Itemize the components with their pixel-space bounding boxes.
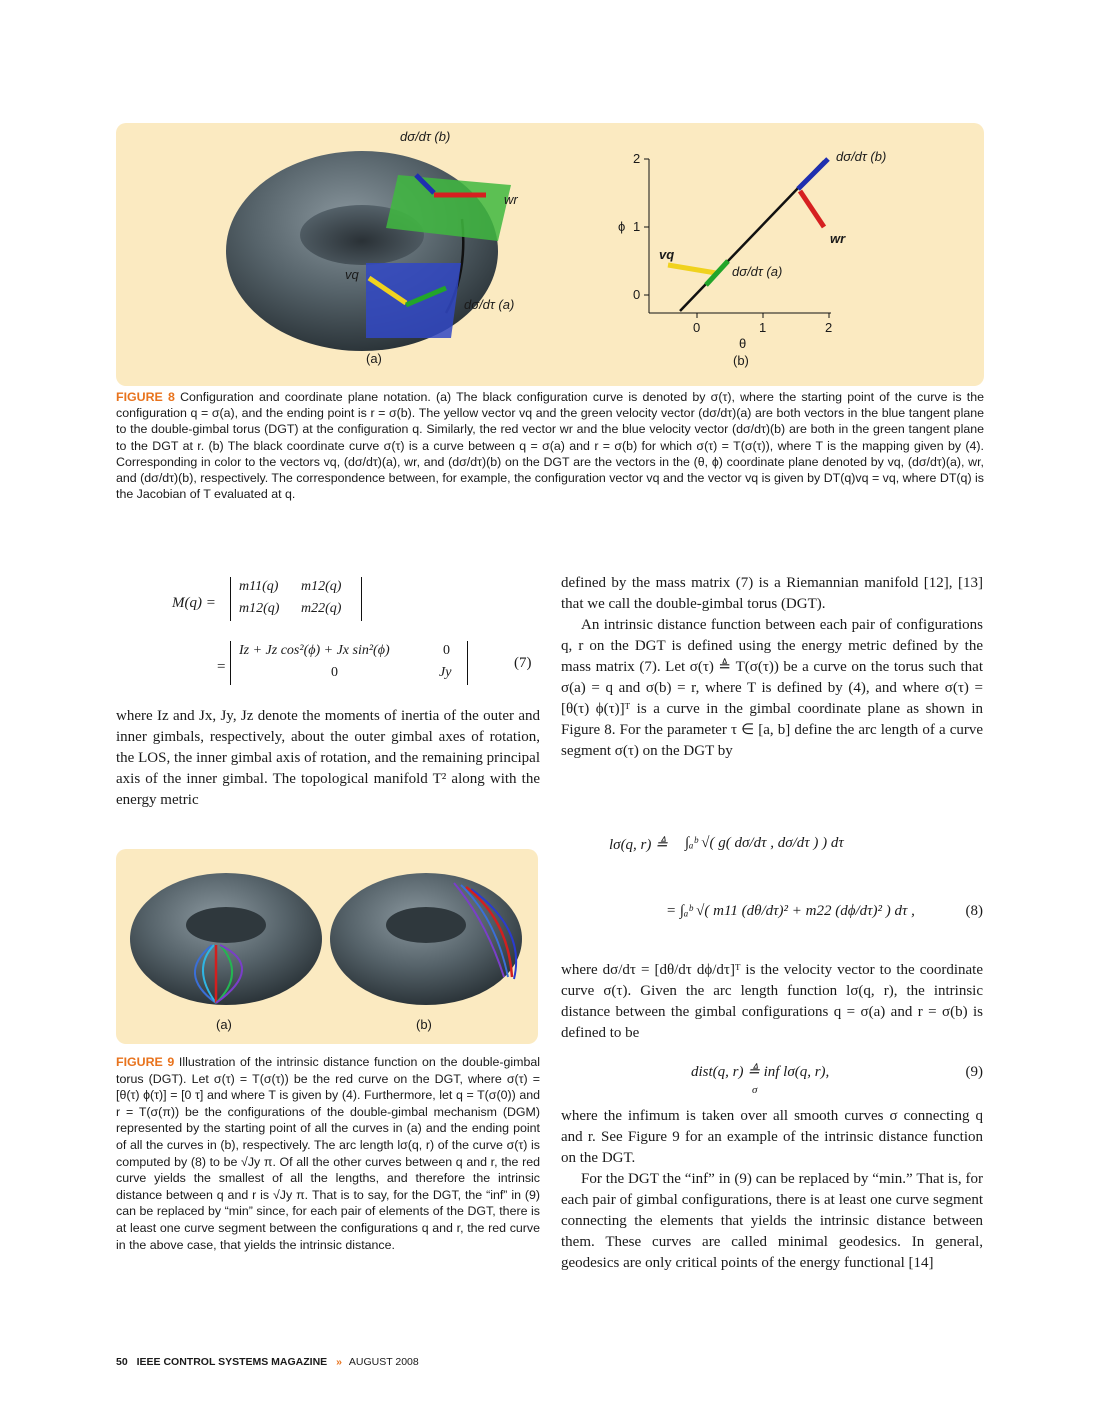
left-paragraph: where Iz and Jx, Jy, Jz denote the moments of inertia of the outer and inner gimbals, respectively, about the outer gimbal axes of rotation, the LOS, the inner gimbal axis of rotation, and the remaining principal axis of the inner gimbal. The topological manifold T² along with the energy metric [116,708,540,808]
issue-date: AUGUST 2008 [348,1356,419,1368]
page-number: 50 [116,1356,128,1368]
label-vq-a: vq [345,267,359,282]
eq7-lhs: M(q) = [172,595,216,611]
eq7-m11: m11(q) [239,579,279,594]
label-wr-a: wr [504,192,518,207]
plot-vector-vq [668,265,716,273]
right-paragraph-4: where the infimum is taken over all smooth curves σ connecting q and r. See Figure 9 for an example of the intrinsic distance function on the DGT. [561,1108,983,1166]
eq7-matrix-2 [230,641,468,685]
fig9-panel-b-label: (b) [416,1017,432,1032]
fig9-panel-a-label: (a) [216,1017,232,1032]
equation-9 [561,1044,983,1106]
eq7-m22: m22(q) [301,601,342,616]
eq9-number: (9) [965,1064,983,1080]
eq7-zero1: 0 [443,643,450,658]
eq9-text: dist(q, r) ≜ inf lσ(q, r), [691,1064,830,1080]
equation-7 [172,577,542,687]
coordinate-plot [644,159,831,318]
eq7-number: (7) [514,655,532,671]
footer-separator: » [336,1356,342,1368]
plot-label-vq: vq [659,247,675,262]
label-dsigma-b-a: dσ/dτ (b) [400,129,451,144]
figure-9-panel [116,849,538,1044]
label-dsigma-a-a: dσ/dτ (a) [464,297,515,312]
eq7-zero2: 0 [331,665,338,680]
left-body-text [116,706,540,811]
eq8-lhs: lσ(q, r) ≜ [609,837,668,853]
eq8-line2: = ∫ₐᵇ √( m11 (dθ/dτ)² + m22 (dϕ/dτ)² ) dτ , [666,903,915,919]
plot-label-dsigma-b: dσ/dτ (b) [836,149,887,164]
eq7-jy: Jy [439,665,452,680]
panel-b-label: (b) [733,353,749,368]
figure-9-caption [116,1054,540,1253]
right-paragraph-2: An intrinsic distance function between each pair of configurations q, r on the DGT is defined using the energy metric defined by the mass matrix (7). Let σ(τ) ≜ T(σ(τ)) be a curve on the torus such that σ(a) = q and σ(b) = r, where T is defined by (4), and where σ(τ) = [θ(τ) ϕ(τ)]ᵀ is a curve in the gimbal coordinate plane as shown in Figure 8. For the parameter τ ∈ [a, b] define the arc length of a curve segment σ(τ) on the DGT by [561,617,983,759]
eq9-sub: σ [752,1084,758,1096]
right-column-top [561,573,983,762]
eq8-number: (8) [965,903,983,919]
eq7-equals: = [217,659,226,675]
torus-b-hole [386,907,466,943]
y-tick-label-1: 1 [633,219,641,234]
figure-8-caption [116,389,984,502]
x-tick-label-2: 2 [825,320,833,335]
y-tick-label-2: 2 [633,151,641,166]
y-axis-label: ϕ [618,219,626,234]
right-paragraph-1: defined by the mass matrix (7) is a Riemannian manifold [12], [13] that we call the double-gimbal torus (DGT). [561,575,983,612]
plot-vector-wr [800,191,824,227]
magazine-name: IEEE CONTROL SYSTEMS MAGAZINE [136,1356,328,1368]
eq7-m21: m12(q) [239,601,280,616]
y-tick-label-0: 0 [633,287,641,302]
figure-8-caption-text: Configuration and coordinate plane notation. (a) The black configuration curve is denoted by σ(τ), where the starting point of the curve is the configuration q = σ(a), and the ending point is r = σ(b). The yellow vector vq and the green velocity vector (dσ/dτ)(a) are both vectors in the blue tangent plane to the double-gimbal torus (DGT) at the configuration q. Similarly, the red vector wr and the blue velocity vector (dσ/dτ)(b) are both in the green tangent plane to the DGT at r. (b) The black coordinate curve σ(τ) is a curve between q = σ(a) and r = σ(b) for which σ(τ) = T(σ(τ)), where T is the mapping given by (4). Corresponding in color to the vectors vq, (dσ/dτ)(a), wr, and (dσ/dτ)(b) on the DGT are the vectors in the (θ, ϕ) coordinate plane denoted by vq, (dσ/dτ)(a), wr, and (dσ/dτ)(b), respectively. The correspondence between, for example, the configuration vector vq and the vector vq is given by DT(q)vq = vq, where DT(q) is the Jacobian of T evaluated at q. [116,390,984,502]
right-column-bottom [561,960,983,1274]
plot-vector-dsigma-b [798,159,828,189]
figure-8-panel [116,123,984,386]
figure-8-caption-label: FIGURE 8 [116,390,175,404]
eq8-line1: ∫ₐᵇ √( g( dσ/dτ , dσ/dτ ) ) dτ [685,835,844,851]
right-paragraph-5: For the DGT the “inf” in (9) can be replaced by “min.” That is, for each pair of gimbal configurations, there is at least one curve segment connecting the elements that yields the intrinsic distance between them. These curves are called minimal geodesics. In general, geodesics are only critical points of the energy functional [14] [561,1171,983,1271]
eq7-matrix-1 [230,577,362,621]
figure-9-caption-text: Illustration of the intrinsic distance function on the double-gimbal torus (DGT). Let σ(τ) = T(σ(τ)) be the red curve on the DGT, where σ(τ) = [θ(τ) ϕ(τ)] = [0 τ] and where T is given by (4). Furthermore, let q = T(σ(0)) and r = T(σ(π)) be the configurations of the double-gimbal mechanism (DGM) represented by the starting point of all the curves in (a) and the ending point of all the curves in (b), respectively. The arc length lσ(q, r) of the curve σ(τ) is computed by (8) to be √Jy π. Of all the other curves between q and r, the red curve yields the smallest of all the lengths, and therefore the intrinsic distance between q and r is √Jy π. That is to say, for the DGT, the “inf” in (9) can be replaced by “min” since, for each pair of elements of the DGT, there is at least one curve segment between the configurations q and r, the red curve in the above case, that yields the intrinsic distance. [116,1055,540,1252]
x-tick-label-1: 1 [759,320,767,335]
eq7-m12: m12(q) [301,579,342,594]
torus-a-hole [186,907,266,943]
plot-label-wr: wr [830,231,846,246]
eq7-row1: Iz + Jz cos²(ϕ) + Jx sin²(ϕ) [239,643,390,658]
right-paragraph-3: where dσ/dτ = [dθ/dτ dϕ/dτ]ᵀ is the velocity vector to the coordinate curve σ(τ). Given the arc length function lσ(q, r), the intrinsic distance between the gimbal configurations q = σ(a) and r = σ(b) is defined to be [561,962,983,1041]
equation-8 [561,817,983,957]
page-footer [116,1356,419,1368]
x-axis-label: θ [739,336,747,351]
x-tick-label-0: 0 [693,320,701,335]
plot-label-dsigma-a: dσ/dτ (a) [732,264,783,279]
figure-9-graphic [116,849,538,1044]
figure-9-caption-label: FIGURE 9 [116,1055,175,1069]
panel-a-label: (a) [366,351,382,366]
